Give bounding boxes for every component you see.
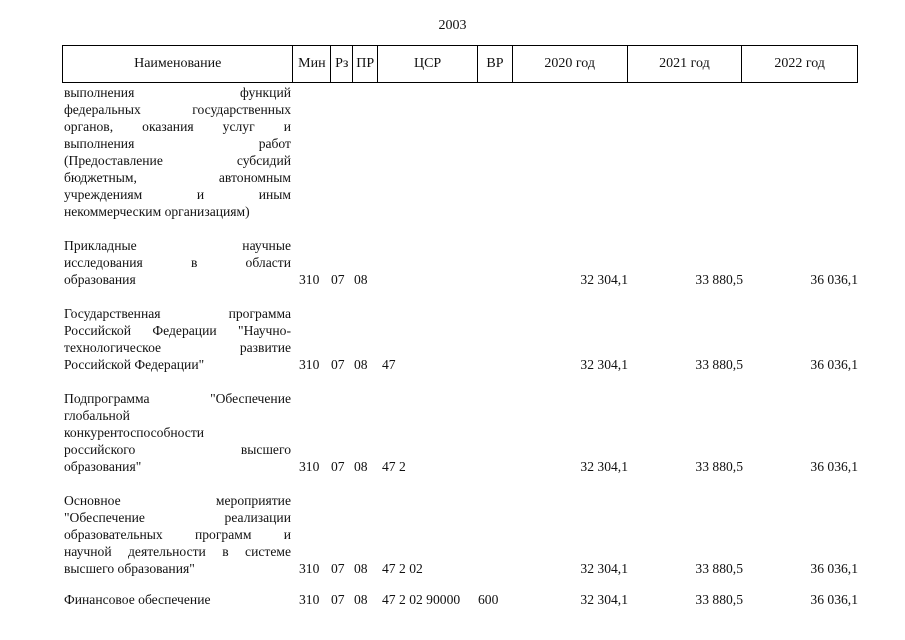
- cell-y2020: 32 304,1: [580, 459, 628, 474]
- row-name-line: (Предоставление субсидий: [64, 153, 291, 168]
- cell-y2021: 33 880,5: [695, 459, 743, 474]
- row-name-line: Подпрограмма "Обеспечение: [64, 391, 291, 406]
- row-name-line: российского высшего: [64, 442, 291, 457]
- cell-y2020: 32 304,1: [580, 561, 628, 576]
- row-name-line: выполнения работ: [64, 136, 291, 151]
- table-row: [62, 305, 862, 373]
- table-row: [62, 237, 862, 288]
- row-name: [62, 591, 293, 608]
- header-2022: 2022 год: [774, 56, 825, 71]
- cell-y2022: 36 036,1: [810, 272, 858, 287]
- row-name-line: федеральных государственных: [64, 102, 291, 117]
- header-min: Мин: [293, 46, 331, 82]
- table-row: [62, 390, 862, 475]
- row-name-line: бюджетным, автономным: [64, 170, 291, 185]
- row-name-line: некоммерческим организациям): [64, 204, 250, 219]
- cell-y2022: 36 036,1: [810, 357, 858, 372]
- page-number: 2003: [438, 18, 467, 33]
- cell-pr: 08: [354, 592, 368, 607]
- cell-csr: 47 2 02: [382, 561, 423, 576]
- cell-y2020: 32 304,1: [580, 357, 628, 372]
- row-name-line: "Обеспечение реализации: [64, 510, 291, 525]
- table-row: [62, 492, 862, 577]
- header-csr: ЦСР: [378, 46, 478, 82]
- row-name: [62, 305, 293, 373]
- row-name-line: Финансовое обеспечение: [64, 592, 211, 607]
- header-2020: 2020 год: [513, 46, 628, 82]
- row-name: [62, 390, 293, 475]
- row-name-line: исследования в области: [64, 255, 291, 270]
- cell-rz: 07: [331, 592, 345, 607]
- row-name: [62, 84, 293, 220]
- row-name-line: Государственная программа: [64, 306, 291, 321]
- row-name-line: научной деятельности в системе: [64, 544, 291, 559]
- row-name: [62, 492, 293, 577]
- row-name-line: учреждениям и иным: [64, 187, 291, 202]
- header-vr: ВР: [478, 46, 513, 82]
- cell-csr: 47 2: [382, 459, 406, 474]
- cell-y2021: 33 880,5: [695, 272, 743, 287]
- cell-min: 310: [299, 561, 320, 576]
- cell-rz: 07: [331, 459, 345, 474]
- row-name-line: конкурентоспособности: [64, 425, 205, 440]
- row-name-line: Прикладные научные: [64, 238, 291, 253]
- row-name-line: Российской Федерации": [64, 357, 205, 372]
- cell-min: 310: [299, 357, 320, 372]
- cell-y2020: 32 304,1: [580, 272, 628, 287]
- cell-csr: 47 2 02 90000: [382, 592, 461, 607]
- cell-y2021: 33 880,5: [695, 561, 743, 576]
- cell-y2022: 36 036,1: [810, 459, 858, 474]
- header-name: Наименование: [63, 46, 293, 82]
- cell-pr: 08: [354, 561, 368, 576]
- table-row: [62, 84, 862, 220]
- table-header: [62, 45, 858, 83]
- cell-rz: 07: [331, 272, 345, 287]
- row-name-line: органов, оказания услуг и: [64, 119, 291, 134]
- table-body: [62, 84, 862, 608]
- cell-csr: 47: [382, 357, 396, 372]
- row-name-line: образования: [64, 272, 136, 287]
- row-name: [62, 237, 293, 288]
- row-name-line: высшего образования": [64, 561, 195, 576]
- cell-y2021: 33 880,5: [695, 357, 743, 372]
- cell-y2022: 36 036,1: [810, 561, 858, 576]
- cell-pr: 08: [354, 357, 368, 372]
- cell-pr: 08: [354, 272, 368, 287]
- row-name-line: технологическое развитие: [64, 340, 291, 355]
- row-name-line: Основное мероприятие: [64, 493, 291, 508]
- cell-vr: 600: [478, 592, 499, 607]
- row-name-line: глобальной: [64, 408, 130, 423]
- row-name-line: Российской Федерации "Научно-: [64, 323, 291, 338]
- cell-min: 310: [299, 272, 320, 287]
- row-name-line: образования": [64, 459, 142, 474]
- cell-rz: 07: [331, 357, 345, 372]
- cell-y2020: 32 304,1: [580, 592, 628, 607]
- cell-min: 310: [299, 459, 320, 474]
- table-row: [62, 591, 862, 608]
- header-2021: 2021 год: [628, 46, 743, 82]
- cell-y2022: 36 036,1: [810, 592, 858, 607]
- cell-min: 310: [299, 592, 320, 607]
- row-name-line: выполнения функций: [64, 85, 291, 100]
- cell-y2021: 33 880,5: [695, 592, 743, 607]
- cell-pr: 08: [354, 459, 368, 474]
- header-pr: ПР: [353, 46, 378, 82]
- cell-rz: 07: [331, 561, 345, 576]
- row-name-line: образовательных программ и: [64, 527, 291, 542]
- header-rz: Рз: [331, 46, 353, 82]
